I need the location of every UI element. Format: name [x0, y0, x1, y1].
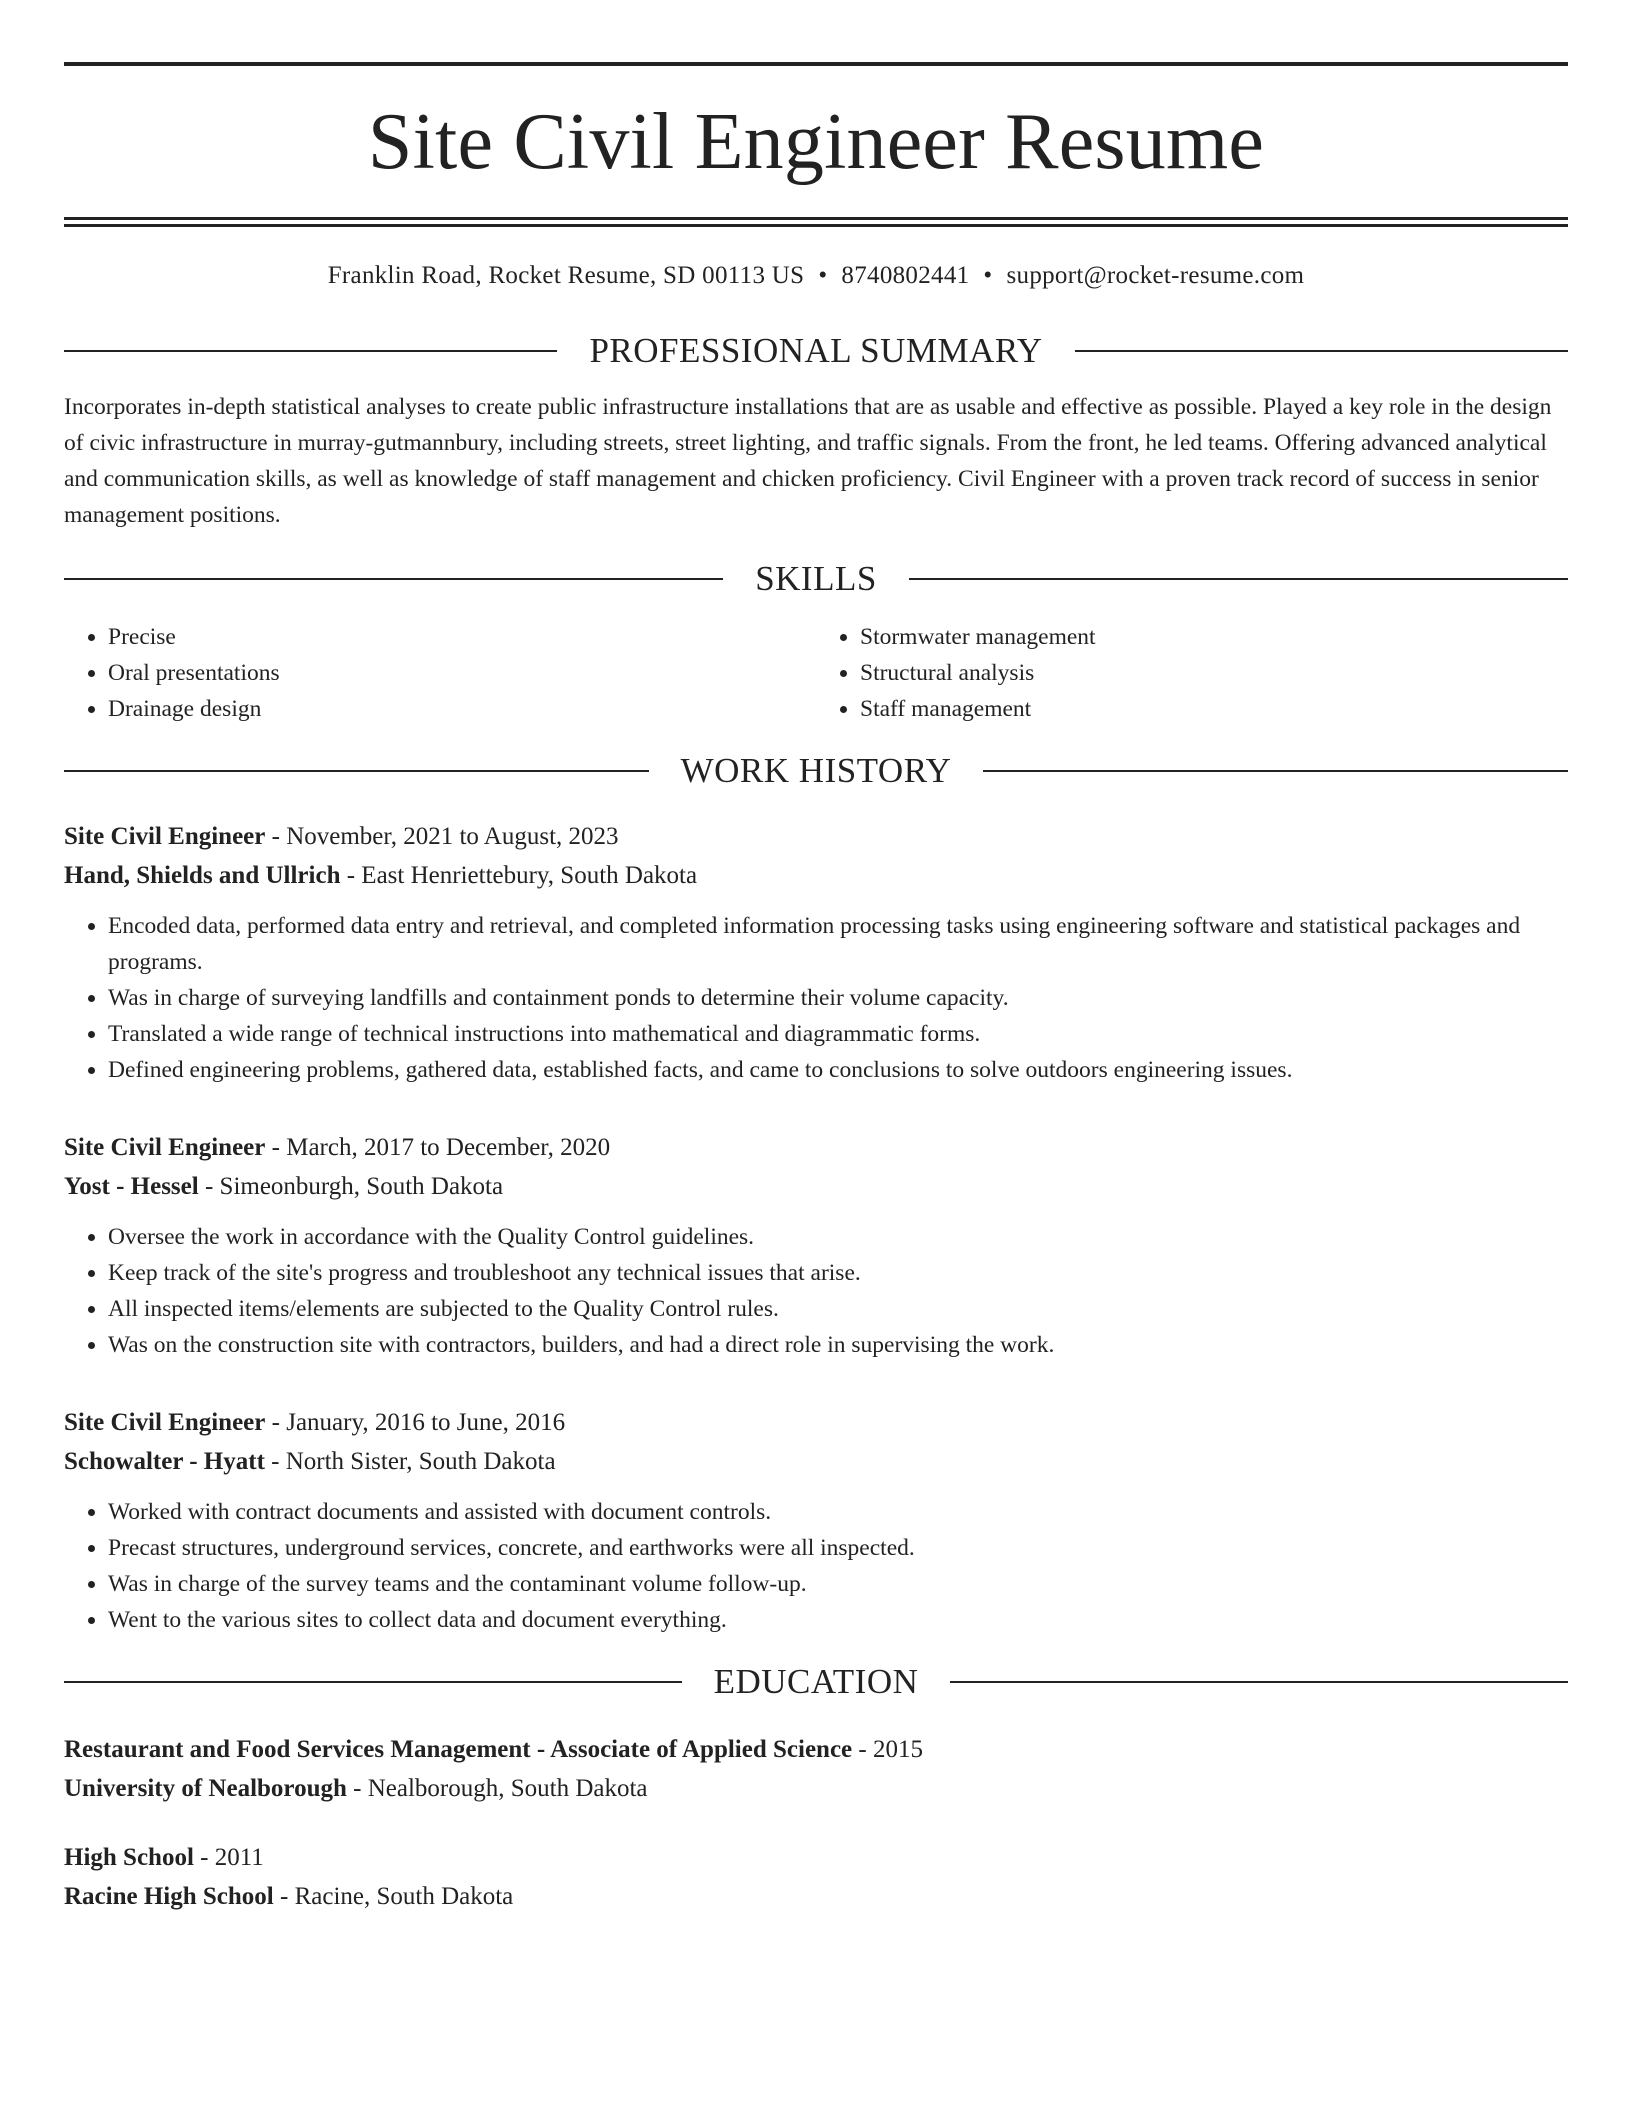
section-title: EDUCATION: [713, 1661, 919, 1701]
page-title: Site Civil Engineer Resume: [367, 98, 1265, 186]
education-location: - Racine, South Dakota: [273, 1882, 514, 1910]
job-dates: - November, 2021 to August, 2023: [265, 822, 619, 850]
job-title-line: [64, 817, 1568, 856]
contact-address: Franklin Road, Rocket Resume, SD 00113 US: [327, 262, 805, 289]
job-entry: [64, 1403, 1568, 1638]
skill-item: • Staff management: [860, 691, 1568, 727]
section-title: PROFESSIONAL SUMMARY: [589, 331, 1043, 370]
job-title-line: [64, 1403, 1568, 1442]
skill-item: • Structural analysis: [860, 655, 1568, 691]
skill-item: • Precise: [108, 619, 816, 655]
skills-column-right: [816, 619, 1568, 727]
section-header-skills: [64, 557, 1568, 601]
job-bullet: • All inspected items/elements are subjected to the Quality Control rules.: [108, 1291, 1568, 1327]
divider-line: [64, 578, 723, 580]
title-double-rule: [64, 217, 1568, 227]
divider-line: [983, 770, 1568, 772]
job-company-line: [64, 856, 1568, 895]
job-title: Site Civil Engineer: [64, 1133, 266, 1161]
job-bullet: • Was in charge of the survey teams and the contaminant volume follow-up.: [108, 1566, 1568, 1602]
job-location: - Simeonburgh, South Dakota: [198, 1172, 504, 1200]
education-entry: [64, 1730, 1568, 1808]
section-title: WORK HISTORY: [680, 750, 952, 790]
top-rule: [64, 62, 1568, 66]
job-entry: [64, 1128, 1568, 1363]
job-bullets: [64, 908, 1568, 1088]
job-company: Schowalter - Hyatt: [64, 1447, 265, 1475]
job-location: - North Sister, South Dakota: [264, 1447, 556, 1475]
divider-line: [1075, 350, 1568, 352]
education-school: Racine High School: [64, 1882, 274, 1910]
job-dates: - January, 2016 to June, 2016: [265, 1408, 566, 1436]
job-title: Site Civil Engineer: [64, 822, 266, 850]
education-school-line: [64, 1877, 1568, 1916]
job-bullet: • Encoded data, performed data entry and retrieval, and completed information processing tasks using engineering software and statistical packages and programs.: [108, 908, 1568, 980]
job-title: Site Civil Engineer: [64, 1408, 266, 1436]
divider-line: [64, 770, 649, 772]
divider-line: [950, 1681, 1568, 1683]
skills-list: [64, 619, 1568, 727]
summary-text: Incorporates in-depth statistical analyses to create public infrastructure installations that are as usable and effective as possible. Played a key role in the design of civic infrastructure in murray-gutmannbury, including streets, street lighting, and traffic signals. From the front, he led teams. Offering advanced analytical and communication skills, as well as knowledge of staff management and chicken proficiency. Civil Engineer with a proven track record of success in senior management positions.: [64, 394, 1552, 528]
job-dates: - March, 2017 to December, 2020: [265, 1133, 611, 1161]
skill-item: • Oral presentations: [108, 655, 816, 691]
education-degree: Restaurant and Food Services Management - Associate of Applied Science: [64, 1735, 853, 1763]
education-location: - Nealborough, South Dakota: [346, 1774, 648, 1802]
education-year: - 2011: [193, 1843, 264, 1871]
job-bullet: • Oversee the work in accordance with the Quality Control guidelines.: [108, 1219, 1568, 1255]
contact-phone: 8740802441: [841, 262, 970, 289]
contact-separator: •: [983, 262, 993, 289]
contact-email: support@rocket-resume.com: [1006, 262, 1305, 289]
skill-item: • Stormwater management: [860, 619, 1568, 655]
job-bullet: • Precast structures, underground services, concrete, and earthworks were all inspected.: [108, 1530, 1568, 1566]
job-bullet: • Keep track of the site's progress and troubleshoot any technical issues that arise.: [108, 1255, 1568, 1291]
job-location: - East Henriettebury, South Dakota: [340, 861, 698, 889]
education-school-line: [64, 1769, 1568, 1808]
contact-line: [64, 259, 1568, 293]
education-entry: [64, 1838, 1568, 1916]
job-company: Hand, Shields and Ullrich: [64, 861, 341, 889]
education-year: - 2015: [852, 1735, 923, 1763]
education-school: University of Nealborough: [64, 1774, 347, 1802]
job-bullet: • Went to the various sites to collect data and document everything.: [108, 1602, 1568, 1638]
divider-line: [64, 350, 557, 352]
education-degree-line: [64, 1838, 1568, 1877]
education-degree: High School: [64, 1843, 194, 1871]
section-title: SKILLS: [755, 558, 877, 598]
section-header-summary: [64, 329, 1568, 373]
job-bullet: • Worked with contract documents and assisted with document controls.: [108, 1494, 1568, 1530]
section-header-work: [64, 749, 1568, 793]
skills-column-left: [64, 619, 816, 727]
job-bullet: • Was in charge of surveying landfills and containment ponds to determine their volume capacity.: [108, 980, 1568, 1016]
education-degree-line: [64, 1730, 1568, 1769]
job-bullets: [64, 1219, 1568, 1363]
skill-item: • Drainage design: [108, 691, 816, 727]
job-title-line: [64, 1128, 1568, 1167]
job-company: Yost - Hessel: [64, 1172, 199, 1200]
job-entry: [64, 817, 1568, 1088]
job-bullet: • Defined engineering problems, gathered data, established facts, and came to conclusions to solve outdoors engineering issues.: [108, 1052, 1568, 1088]
divider-line: [64, 1681, 682, 1683]
section-header-education: [64, 1660, 1568, 1704]
job-bullet: • Was on the construction site with contractors, builders, and had a direct role in supervising the work.: [108, 1327, 1568, 1363]
job-bullets: [64, 1494, 1568, 1638]
contact-separator: •: [818, 262, 828, 289]
divider-line: [909, 578, 1568, 580]
job-company-line: [64, 1167, 1568, 1206]
job-company-line: [64, 1442, 1568, 1481]
job-bullet: • Translated a wide range of technical instructions into mathematical and diagrammatic forms.: [108, 1016, 1568, 1052]
